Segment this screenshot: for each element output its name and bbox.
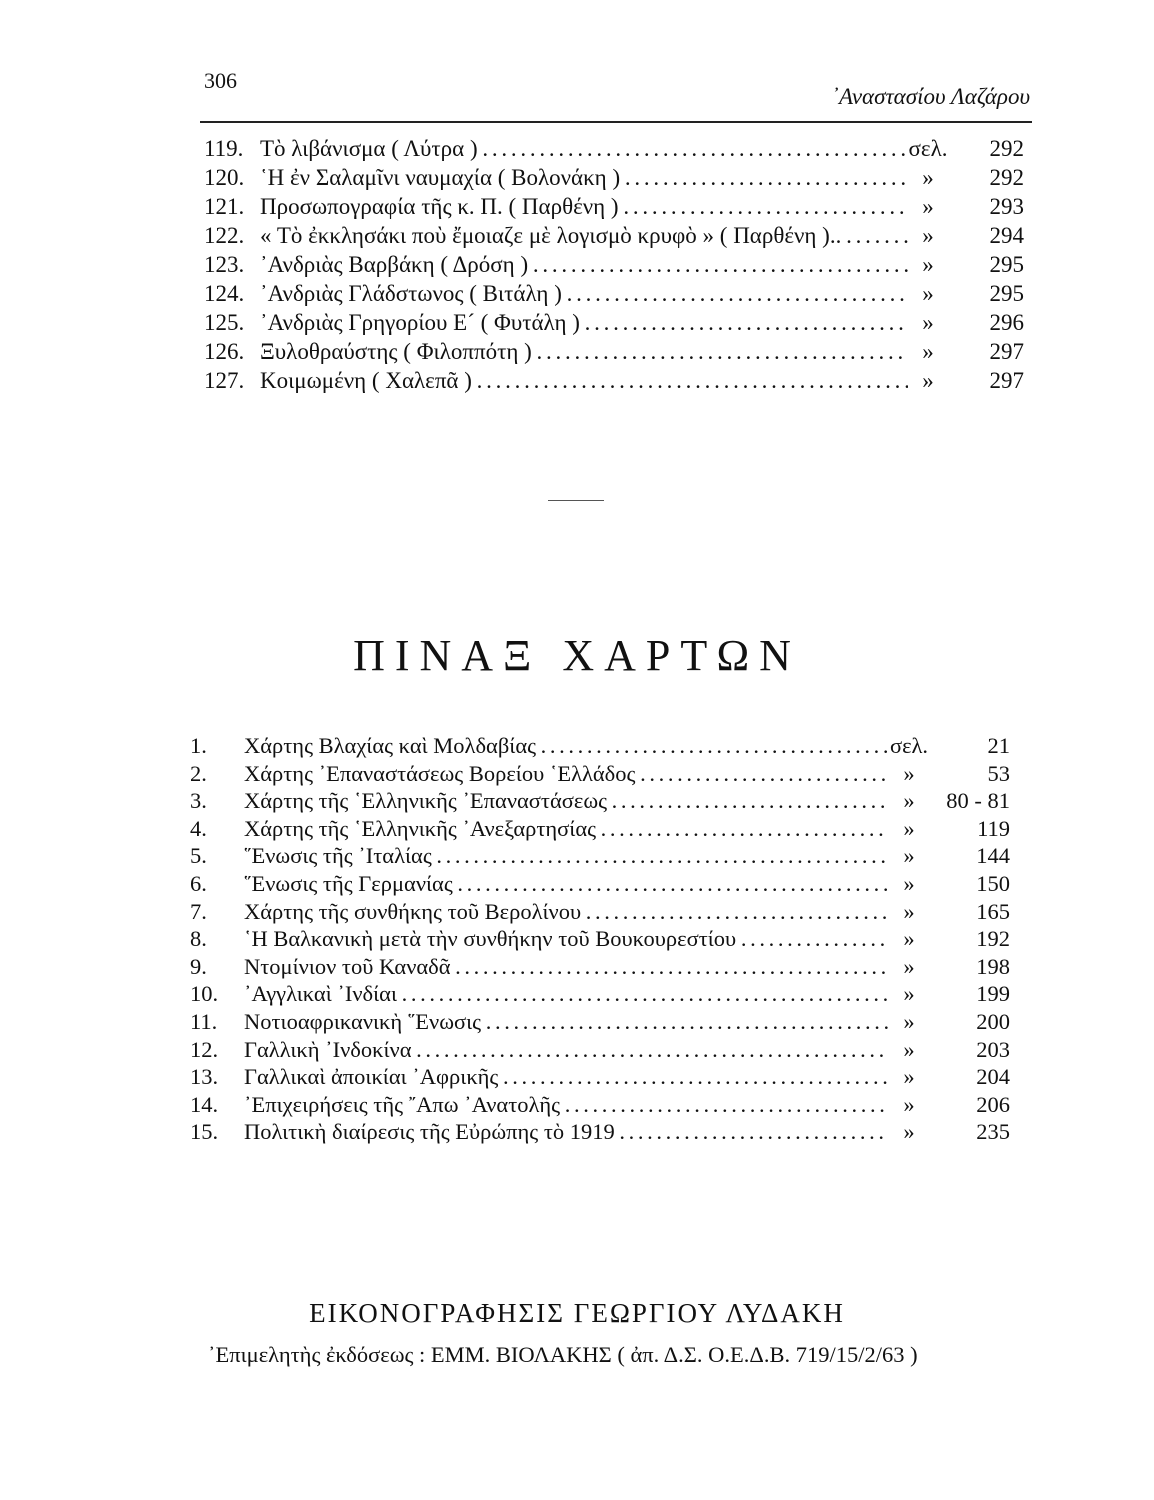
entry-title: Γαλλικαὶ ἀποικίαι ᾿Αφρικῆς . . . xyxy=(244,1063,888,1091)
entry-number: 123. xyxy=(204,252,245,277)
entry-page-prefix: » xyxy=(922,194,934,219)
entry-title: Κοιμωμένη ( Χαλεπᾶ ) . . . xyxy=(260,366,908,395)
map-entry xyxy=(190,953,1010,981)
toc-entry xyxy=(204,134,1024,163)
entry-page-prefix: » xyxy=(903,953,915,979)
entry-number: 14. xyxy=(190,1091,219,1117)
entry-number: 13. xyxy=(190,1064,219,1090)
entry-number: 125. xyxy=(204,310,245,335)
entry-number: 15. xyxy=(190,1119,219,1145)
entry-page: 198 xyxy=(976,953,1010,979)
approval-note: ( ἀπ. Δ.Σ. Ο.Ε.Δ.Β. 719/15/2/63 ) xyxy=(617,1342,918,1367)
toc-entry xyxy=(204,221,1024,250)
entry-number: 124. xyxy=(204,281,245,306)
map-entry xyxy=(190,1036,1010,1064)
entry-page: 203 xyxy=(976,1036,1010,1062)
map-entry xyxy=(190,1118,1010,1146)
entry-number: 122. xyxy=(204,223,245,248)
entry-title: ᾿Ανδριὰς Γλάδστωνος ( Βιτάλη ) . . . xyxy=(260,279,908,308)
entry-title: Χάρτης Βλαχίας καὶ Μολδαβίας . . . xyxy=(244,732,888,760)
entry-page-prefix: » xyxy=(922,310,934,335)
entry-page-prefix: σελ. xyxy=(908,136,948,161)
entry-title: Χάρτης ᾿Επαναστάσεως Βορείου ῾Ελλάδος . . . xyxy=(244,760,888,788)
entry-page: 80 - 81 xyxy=(946,788,1010,814)
entry-page-prefix: » xyxy=(903,898,915,924)
entry-title: Γαλλικὴ ᾿Ινδοκίνα . . . xyxy=(244,1036,888,1064)
entry-page-prefix: » xyxy=(903,1119,915,1145)
editor-line xyxy=(208,1342,1028,1368)
map-entry xyxy=(190,870,1010,898)
entry-page: 294 xyxy=(989,223,1024,248)
entry-title: ῞Ενωσις τῆς ᾿Ιταλίας . . . xyxy=(244,842,888,870)
entry-number: 1. xyxy=(190,733,207,758)
entry-number: 6. xyxy=(190,870,207,896)
entry-page: 297 xyxy=(989,368,1024,393)
entry-page-prefix: » xyxy=(903,926,915,952)
entry-page-prefix: » xyxy=(922,281,934,306)
running-title: ᾿Αναστασίου Λαζάρου xyxy=(831,84,1030,109)
toc-entry xyxy=(204,366,1024,395)
entry-page: 292 xyxy=(989,136,1024,161)
entry-title: Νοτιοαφρικανικὴ ῞Ενωσις . . . xyxy=(244,1008,888,1036)
entry-page-prefix: » xyxy=(903,981,915,1007)
entry-title: ᾿Επιχειρήσεις τῆς ῎Απω ᾿Ανατολῆς . . . xyxy=(244,1091,888,1119)
map-entry xyxy=(190,898,1010,926)
entry-page-prefix: » xyxy=(903,815,915,841)
entry-title: Προσωπογραφία τῆς κ. Π. ( Παρθένη ) . . . xyxy=(260,192,908,221)
toc-entry xyxy=(204,279,1024,308)
maps-index-title: ΠΙΝΑΞ ΧΑΡΤΩΝ xyxy=(353,631,801,680)
entry-number: 3. xyxy=(190,788,207,814)
entry-title: ᾿Ανδριὰς Γρηγορίου Ε´ ( Φυτάλη ) . . . xyxy=(260,308,908,337)
entry-page-prefix: » xyxy=(903,843,915,869)
toc-entry xyxy=(204,337,1024,366)
entry-number: 2. xyxy=(190,760,207,786)
entry-page-prefix: » xyxy=(922,368,934,393)
toc-entry xyxy=(204,163,1024,192)
entry-page: 293 xyxy=(989,194,1024,219)
entry-page-prefix: » xyxy=(903,870,915,896)
section-divider xyxy=(548,500,604,501)
entry-page-prefix: » xyxy=(903,1008,915,1034)
entry-page: 192 xyxy=(976,926,1010,952)
entry-title: Χάρτης τῆς ῾Ελληνικῆς ᾿Επαναστάσεως . . . xyxy=(244,787,888,815)
maps-index-list xyxy=(190,732,1010,1146)
entry-page-prefix: » xyxy=(922,165,934,190)
map-entry xyxy=(190,787,1010,815)
entry-title: « Τὸ ἐκκλησάκι ποὺ ἔμοιαζε μὲ λογισμὸ κρυφὸ » ( Παρθένη ).. . . . xyxy=(260,221,908,250)
entry-page-prefix: » xyxy=(922,339,934,364)
map-entry xyxy=(190,815,1010,843)
entry-page-prefix: » xyxy=(903,1091,915,1117)
entry-page: 165 xyxy=(976,898,1010,924)
entry-number: 4. xyxy=(190,815,207,841)
entry-page: 296 xyxy=(989,310,1024,335)
entry-number: 11. xyxy=(190,1008,218,1034)
entry-page-prefix: » xyxy=(903,1064,915,1090)
entry-title: Ντομίνιον τοῦ Καναδᾶ . . . xyxy=(244,953,888,981)
entry-page-prefix: » xyxy=(903,1036,915,1062)
entry-page: 144 xyxy=(976,843,1010,869)
entry-title: ᾿Αγγλικαὶ ᾿Ινδίαι . . . xyxy=(244,980,888,1008)
entry-page: 53 xyxy=(987,760,1010,786)
entry-page: 150 xyxy=(976,870,1010,896)
entry-title: Πολιτικὴ διαίρεσις τῆς Εὐρώπης τὸ 1919 . . . xyxy=(244,1118,888,1146)
illustrations-credit: ΕΙΚΟΝΟΓΡΑΦΗΣΙΣ ΓΕΩΡΓΙΟΥ ΛΥΔΑΚΗ xyxy=(309,1298,845,1328)
entry-number: 121. xyxy=(204,194,245,219)
entry-number: 12. xyxy=(190,1036,219,1062)
map-entry xyxy=(190,925,1010,953)
entry-number: 120. xyxy=(204,165,245,190)
entry-page: 200 xyxy=(976,1008,1010,1034)
toc-entry xyxy=(204,250,1024,279)
toc-entry xyxy=(204,192,1024,221)
toc-entry xyxy=(204,308,1024,337)
entry-title: Ξυλοθραύστης ( Φιλοππότη ) . . . xyxy=(260,337,908,366)
entry-title: ῞Ενωσις τῆς Γερμανίας . . . xyxy=(244,870,888,898)
entry-page-prefix: » xyxy=(903,788,915,814)
map-entry xyxy=(190,1091,1010,1119)
entry-page: 295 xyxy=(989,281,1024,306)
page-header xyxy=(204,66,1030,109)
entry-title: Χάρτης τῆς συνθήκης τοῦ Βερολίνου . . . xyxy=(244,898,888,926)
entry-page-prefix: » xyxy=(922,223,934,248)
entry-page: 21 xyxy=(987,733,1010,758)
entry-page: 199 xyxy=(976,981,1010,1007)
entry-page: 206 xyxy=(976,1091,1010,1117)
page-number: 306 xyxy=(204,68,237,93)
entry-page: 292 xyxy=(989,165,1024,190)
entry-number: 7. xyxy=(190,898,207,924)
entry-number: 10. xyxy=(190,981,219,1007)
entry-number: 126. xyxy=(204,339,245,364)
map-entry xyxy=(190,760,1010,788)
entry-page-prefix: » xyxy=(922,252,934,277)
entry-number: 119. xyxy=(204,136,244,161)
illustrations-index-continued xyxy=(204,134,1024,395)
entry-title: Τὸ λιβάνισμα ( Λύτρα ) . . . xyxy=(260,134,908,163)
map-entry xyxy=(190,1008,1010,1036)
entry-page: 119 xyxy=(977,815,1010,841)
entry-page: 204 xyxy=(976,1064,1010,1090)
entry-title: ῾Η Βαλκανικὴ μετὰ τὴν συνθήκην τοῦ Βουκουρεστίου . . . xyxy=(244,925,888,953)
entry-page: 297 xyxy=(989,339,1024,364)
map-entry xyxy=(190,842,1010,870)
entry-title: ῾Η ἐν Σαλαμῖνι ναυμαχία ( Βολονάκη ) . . . xyxy=(260,163,908,192)
entry-title: Χάρτης τῆς ῾Ελληνικῆς ᾿Ανεξαρτησίας . . . xyxy=(244,815,888,843)
entry-page-prefix: » xyxy=(903,760,915,786)
entry-number: 9. xyxy=(190,953,207,979)
entry-number: 8. xyxy=(190,926,207,952)
map-entry xyxy=(190,980,1010,1008)
entry-page: 295 xyxy=(989,252,1024,277)
header-rule xyxy=(200,121,1032,123)
map-entry xyxy=(190,1063,1010,1091)
entry-page: 235 xyxy=(976,1119,1010,1145)
entry-page-prefix: σελ. xyxy=(889,733,929,758)
editor-name: ᾿Επιμελητὴς ἐκδόσεως : ΕΜΜ. ΒΙΟΛΑΚΗΣ xyxy=(208,1342,612,1367)
entry-number: 5. xyxy=(190,843,207,869)
entry-number: 127. xyxy=(204,368,245,393)
entry-title: ᾿Ανδριὰς Βαρβάκη ( Δρόση ) . . . xyxy=(260,250,908,279)
map-entry xyxy=(190,732,1010,760)
